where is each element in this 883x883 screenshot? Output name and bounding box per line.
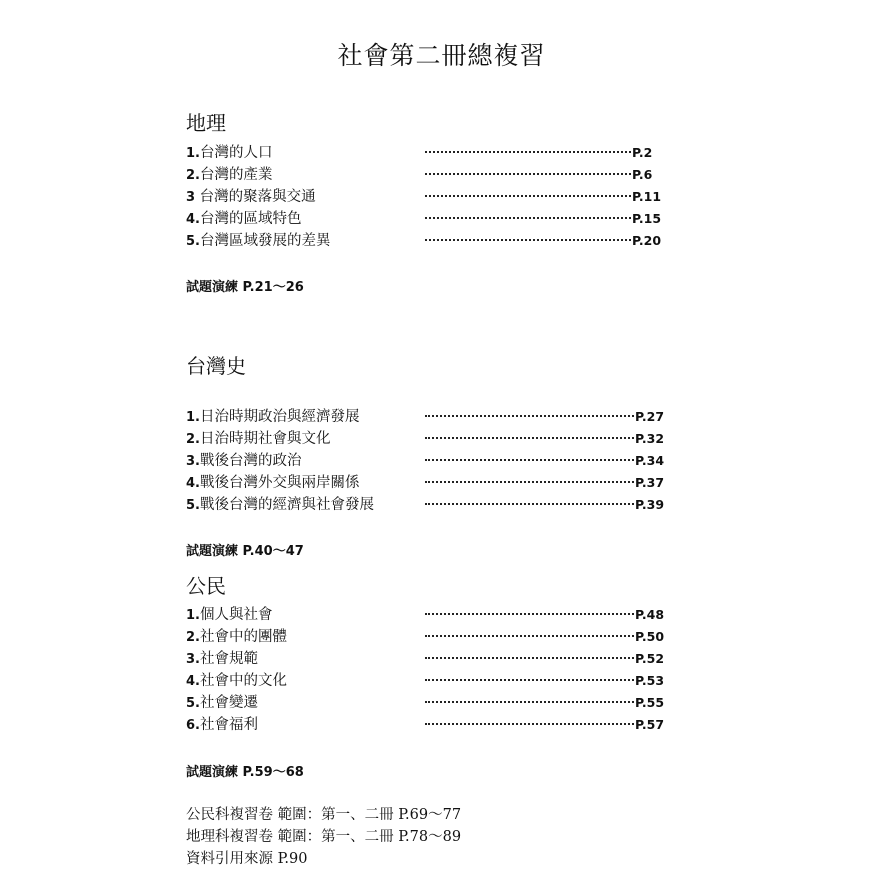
toc-number: 5. — [186, 234, 200, 249]
section-heading-civics: 公民 — [186, 574, 226, 598]
section-heading-history: 台灣史 — [186, 354, 246, 378]
sources-line: 資料引用來源 P.90 — [186, 851, 308, 867]
toc-row — [186, 209, 666, 229]
dot-leader — [425, 414, 634, 417]
toc-number: 3 — [186, 190, 200, 205]
dot-leader — [425, 480, 634, 483]
toc-row — [186, 605, 666, 625]
toc-label: 台灣的產業 — [199, 167, 273, 183]
dot-leader — [425, 458, 634, 461]
toc-label: 台灣的區域特色 — [199, 211, 302, 227]
exercise-label: 試題演練 — [186, 765, 243, 780]
dot-leader — [425, 216, 631, 219]
toc-row — [186, 143, 666, 163]
exercise-label: 試題演練 — [186, 544, 243, 559]
toc-number: 1. — [186, 410, 200, 425]
dot-leader — [425, 722, 634, 725]
exercise-civics — [186, 761, 304, 780]
toc-number: 1. — [186, 146, 200, 161]
toc-label: 台灣區域發展的差異 — [199, 233, 331, 249]
toc-row — [186, 429, 666, 449]
toc-page: P.52 — [635, 651, 665, 666]
toc-label: 社會中的文化 — [199, 673, 287, 689]
toc-row — [186, 649, 666, 669]
dot-leader — [425, 634, 634, 637]
toc-number: 4. — [186, 476, 200, 491]
toc-label: 社會規範 — [199, 651, 258, 667]
civics-review-line: 公民科複習卷 範圍：第一、二冊 P.69～77 — [186, 807, 462, 823]
toc-number: 1. — [186, 608, 200, 623]
exercise-range: P.21～26 — [242, 280, 304, 295]
toc-page: P.2 — [632, 145, 653, 160]
dot-leader — [425, 238, 631, 241]
toc-row — [186, 671, 666, 691]
toc-page: P.57 — [635, 717, 665, 732]
toc-page: P.53 — [635, 673, 665, 688]
dot-leader — [425, 194, 631, 197]
toc-label: 日治時期政治與經濟發展 — [199, 409, 360, 425]
section-heading-geography: 地理 — [186, 111, 226, 135]
toc-row — [186, 231, 666, 251]
exercise-geography — [186, 276, 304, 295]
toc-row — [186, 715, 666, 735]
dot-leader — [425, 436, 634, 439]
toc-row — [186, 187, 666, 207]
toc-row — [186, 407, 666, 427]
dot-leader — [425, 700, 634, 703]
dot-leader — [425, 502, 634, 505]
toc-number: 5. — [186, 498, 200, 513]
toc-page: P.39 — [635, 497, 665, 512]
geography-review-line: 地理科複習卷 範圍：第一、二冊 P.78～89 — [186, 829, 462, 845]
exercise-range: P.40～47 — [242, 544, 304, 559]
toc-page: P.20 — [632, 233, 662, 248]
toc-row — [186, 693, 666, 713]
toc-label: 社會變遷 — [199, 695, 258, 711]
dot-leader — [425, 612, 634, 615]
exercise-label: 試題演練 — [186, 280, 243, 295]
toc-page: P.48 — [635, 607, 665, 622]
toc-number: 4. — [186, 212, 200, 227]
toc-page: P.55 — [635, 695, 665, 710]
toc-page: P.34 — [635, 453, 665, 468]
exercise-range: P.59～68 — [242, 765, 304, 780]
toc-page: P.32 — [635, 431, 665, 446]
toc-label: 社會中的團體 — [199, 629, 287, 645]
toc-page: P.50 — [635, 629, 665, 644]
toc-label: 戰後台灣的經濟與社會發展 — [199, 497, 374, 513]
toc-number: 5. — [186, 696, 200, 711]
exercise-history — [186, 540, 304, 559]
dot-leader — [425, 172, 631, 175]
toc-label: 戰後台灣外交與兩岸關係 — [199, 475, 360, 491]
dot-leader — [425, 150, 631, 153]
toc-label: 台灣的人口 — [199, 145, 273, 161]
toc-row — [186, 451, 666, 471]
toc-label: 日治時期社會與文化 — [199, 431, 331, 447]
toc-number: 2. — [186, 168, 200, 183]
toc-number: 4. — [186, 674, 200, 689]
toc-page: P.15 — [632, 211, 662, 226]
toc-number: 3. — [186, 454, 200, 469]
toc-label: 台灣的聚落與交通 — [199, 189, 316, 205]
toc-page: P.6 — [632, 167, 653, 182]
toc-row — [186, 165, 666, 185]
toc-number: 2. — [186, 432, 200, 447]
toc-label: 戰後台灣的政治 — [199, 453, 302, 469]
toc-number: 6. — [186, 718, 200, 733]
toc-number: 2. — [186, 630, 200, 645]
dot-leader — [425, 678, 634, 681]
dot-leader — [425, 656, 634, 659]
toc-row — [186, 473, 666, 493]
toc-number: 3. — [186, 652, 200, 667]
toc-row — [186, 495, 666, 515]
document-title: 社會第二冊總複習 — [337, 41, 546, 70]
toc-label: 社會福利 — [199, 717, 258, 733]
toc-page: P.27 — [635, 409, 665, 424]
toc-label: 個人與社會 — [199, 607, 273, 623]
toc-row — [186, 627, 666, 647]
toc-page: P.37 — [635, 475, 665, 490]
toc-page: P.11 — [632, 189, 662, 204]
